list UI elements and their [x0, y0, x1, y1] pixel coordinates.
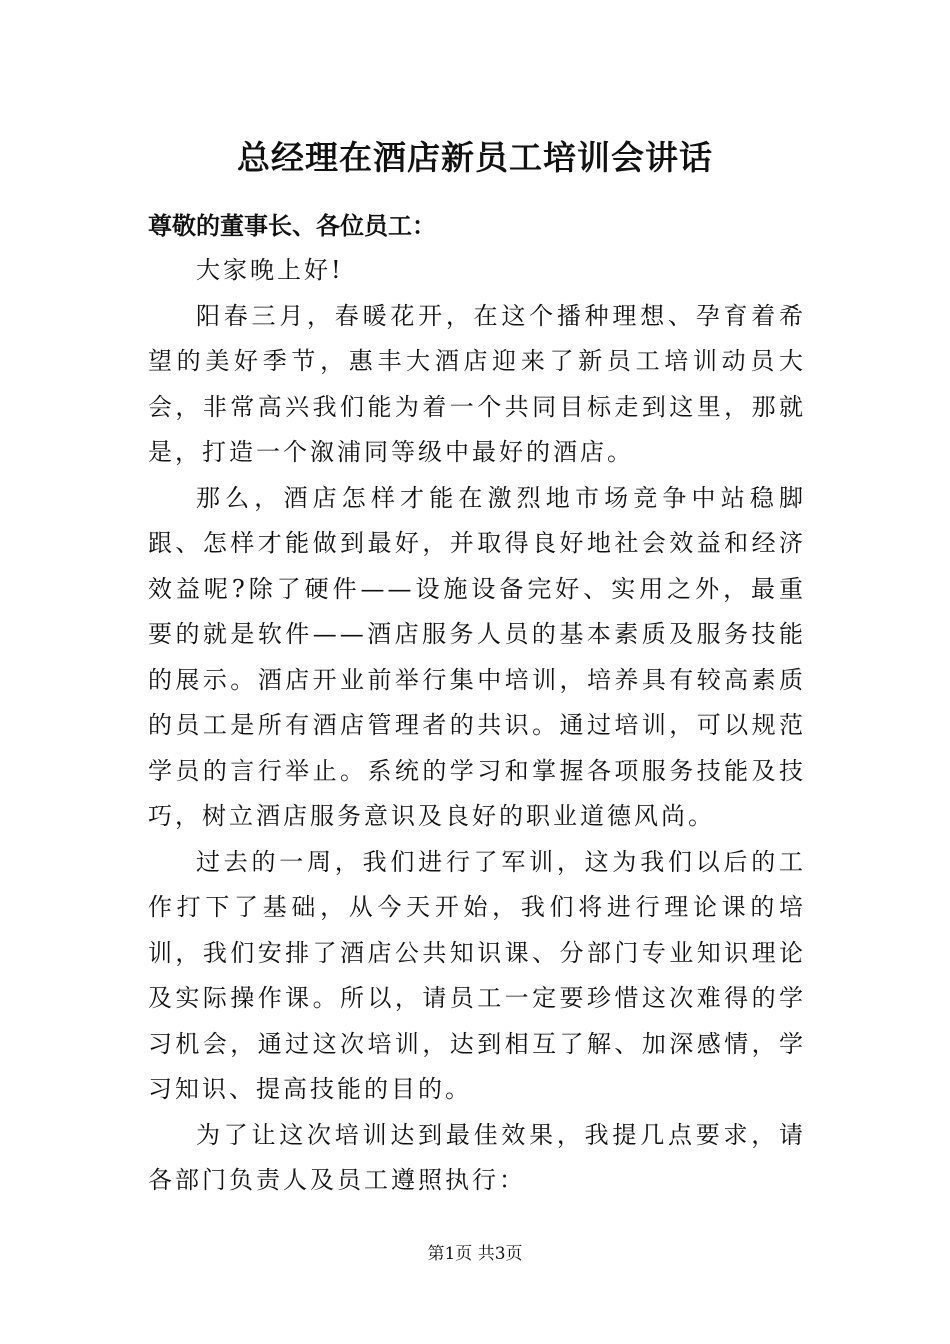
page-footer: 第1页 共3页: [427, 1244, 523, 1264]
paragraph-intro: 阳春三月，春暖花开，在这个播种理想、孕育着希望的美好季节，惠丰大酒店迎来了新员工培训动员大会，非常高兴我们能为着一个共同目标走到这里，那就是，打造一个溆浦同等级中最好的酒店。: [148, 301, 806, 466]
document-body: [148, 248, 806, 1204]
document-title: 总经理在酒店新员工培训会讲话: [237, 138, 713, 177]
salutation: 尊敬的董事长、各位员工：: [148, 211, 436, 240]
paragraph-importance: 那么，酒店怎样才能在激烈地市场竞争中站稳脚跟、怎样才能做到最好，并取得良好地社会效益和经济效益呢?除了硬件——设施设备完好、实用之外，最重要的就是软件——酒店服务人员的基本素质及服务技能的展示。酒店开业前举行集中培训，培养具有较高素质的员工是所有酒店管理者的共识。通过培训，可以规范学员的言行举止。系统的学习和掌握各项服务技能及技巧，树立酒店服务意识及良好的职业道德风尚。: [148, 483, 806, 830]
paragraph-requirements: 为了让这次培训达到最佳效果，我提几点要求，请各部门负责人及员工遵照执行：: [148, 1120, 806, 1194]
paragraph-greeting: 大家晚上好!: [196, 256, 344, 284]
paragraph-training-plan: 过去的一周，我们进行了军训，这为我们以后的工作打下了基础，从今天开始，我们将进行理论课的培训，我们安排了酒店公共知识课、分部门专业知识理论及实际操作课。所以，请员工一定要珍惜这次难得的学习机会，通过这次培训，达到相互了解、加深感情，学习知识、提高技能的目的。: [148, 847, 806, 1103]
